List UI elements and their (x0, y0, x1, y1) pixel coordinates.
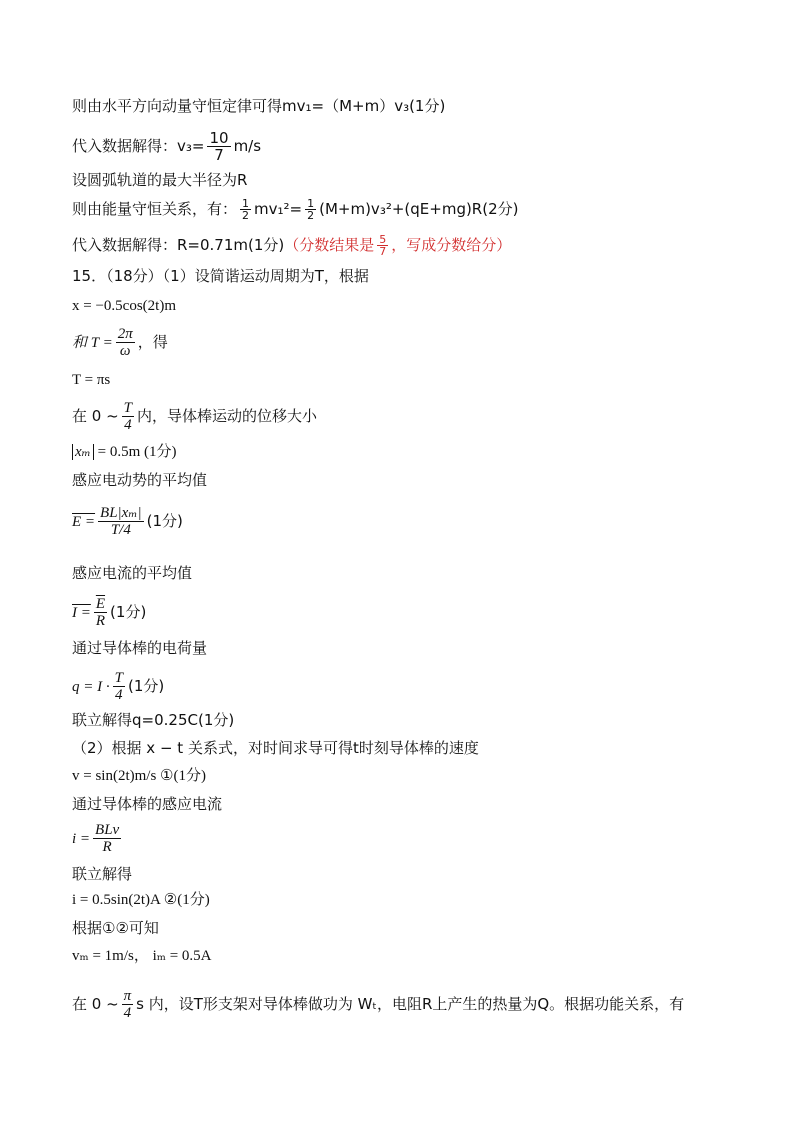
equation-line (72, 442, 176, 462)
equation: = 0.5m (1分) (97, 444, 177, 460)
fraction (305, 198, 316, 221)
text-line (72, 638, 207, 658)
fraction-numerator: T (123, 400, 132, 416)
fraction (93, 822, 121, 855)
text-line (72, 710, 234, 730)
fraction-denominator: 4 (123, 1005, 132, 1021)
text-line (72, 470, 207, 490)
text: s 内，设T形支架对导体棒做功为 Wₜ，电阻R上产生的热量为Q。根据功能关系，有 (136, 995, 685, 1013)
text: 在 0 ~ (72, 407, 119, 425)
text-line (72, 266, 369, 286)
equation: T = πs (72, 372, 111, 388)
equation-line (72, 670, 164, 703)
equation-line (72, 326, 168, 359)
text: ，写成分数给分） (391, 236, 512, 254)
equation: vₘ = 1m/s， iₘ = 0.5A (72, 948, 212, 964)
text: mv₁²= (254, 200, 303, 218)
fraction-numerator: 1 (307, 197, 315, 210)
text: I = (72, 605, 91, 621)
text-line (72, 96, 445, 116)
fraction-numerator: 2π (117, 326, 133, 342)
equation-line (72, 766, 206, 786)
fraction (122, 400, 134, 433)
equation-line (72, 596, 146, 629)
fraction-numerator: π (123, 988, 132, 1004)
fraction-numerator: 1 (242, 197, 250, 210)
fraction-denominator: T/4 (110, 522, 131, 538)
equation: v = sin(2t)m/s ①(1分) (72, 768, 206, 784)
text: （2）根据 x − t 关系式，对时间求导可得t时刻导体棒的速度 (72, 739, 479, 757)
fraction-denominator: R (102, 839, 112, 855)
text-line (72, 794, 222, 814)
text: 感应电流的平均值 (72, 564, 193, 582)
text-line (72, 738, 479, 758)
fraction-denominator: R (95, 613, 106, 629)
absolute-value: xₘ (72, 444, 94, 460)
fraction-denominator: 2 (307, 209, 315, 222)
text: ，得 (137, 333, 168, 351)
equation-line (72, 890, 210, 910)
fraction (98, 505, 144, 538)
equation-line (72, 370, 110, 390)
text-line (72, 198, 518, 221)
fraction-denominator: 7 (379, 245, 387, 258)
text: 通过导体棒的感应电流 (72, 795, 223, 813)
text-line (72, 234, 511, 257)
text: (1分) (127, 677, 165, 695)
fraction-numerator: 10 (209, 129, 229, 147)
text: 则由能量守恒关系，有： (72, 200, 238, 218)
fraction (94, 596, 107, 629)
text-line (72, 130, 261, 163)
text: (1分) (110, 603, 147, 621)
text: m/s (233, 137, 262, 155)
fraction-denominator: 2 (242, 209, 250, 222)
text: 联立解得 (72, 865, 133, 883)
equation: x = −0.5cos(2t)m (72, 298, 176, 314)
equation: i = 0.5sin(2t)A ②(1分) (72, 892, 210, 908)
equation-line (72, 505, 183, 538)
equation-line (72, 296, 176, 316)
fraction-denominator: ω (119, 343, 131, 359)
text: 设圆弧轨道的最大半径为R (72, 171, 248, 189)
equation-line (72, 946, 212, 966)
red-note (284, 233, 512, 258)
question-heading: 15．（18分）（1）设简谐运动周期为T，根据 (72, 267, 369, 285)
fraction (122, 988, 134, 1021)
fraction (207, 130, 230, 163)
fraction-denominator: 4 (115, 687, 123, 703)
momentum-conservation-text: 则由水平方向动量守恒定律可得mv₁=（M+m）v₃(1分) (72, 97, 446, 115)
fraction-numerator: T (114, 670, 123, 686)
fraction (113, 670, 125, 703)
fraction (240, 198, 251, 221)
fraction (377, 234, 388, 257)
text: （分数结果是 (284, 236, 375, 254)
fraction-denominator: 4 (124, 417, 132, 433)
fraction-numerator: BL|xₘ| (100, 505, 142, 521)
text: 和 T = (72, 335, 113, 351)
text: 感应电动势的平均值 (72, 471, 208, 489)
text: (M+m)v₃²+(qE+mg)R(2分) (319, 200, 519, 218)
text: 代入数据解得：v₃= (72, 137, 205, 155)
text-line (72, 563, 192, 583)
text: 代入数据解得：R=0.71m(1分) (72, 236, 285, 254)
fraction-denominator: 7 (214, 146, 224, 164)
equation-line (72, 822, 124, 855)
text-line (72, 918, 159, 938)
text: E = (72, 514, 96, 530)
text-line (72, 988, 684, 1021)
text: 根据①②可知 (72, 919, 159, 937)
text: (1分) (146, 512, 183, 530)
text-line (72, 400, 317, 433)
text: q = I · (72, 679, 110, 695)
fraction-numerator: $\overline{E}$ (95, 596, 106, 612)
fraction-numerator: BLv (95, 822, 120, 838)
fraction-numerator: 5 (379, 233, 387, 246)
text-line (72, 170, 247, 190)
text: 在 0 ~ (72, 995, 119, 1013)
fraction (116, 326, 135, 359)
text: i = (72, 831, 91, 847)
text-line (72, 864, 132, 884)
text: 联立解得q=0.25C(1分) (72, 711, 235, 729)
text: 通过导体棒的电荷量 (72, 639, 208, 657)
text: 内，导体棒运动的位移大小 (137, 407, 318, 425)
